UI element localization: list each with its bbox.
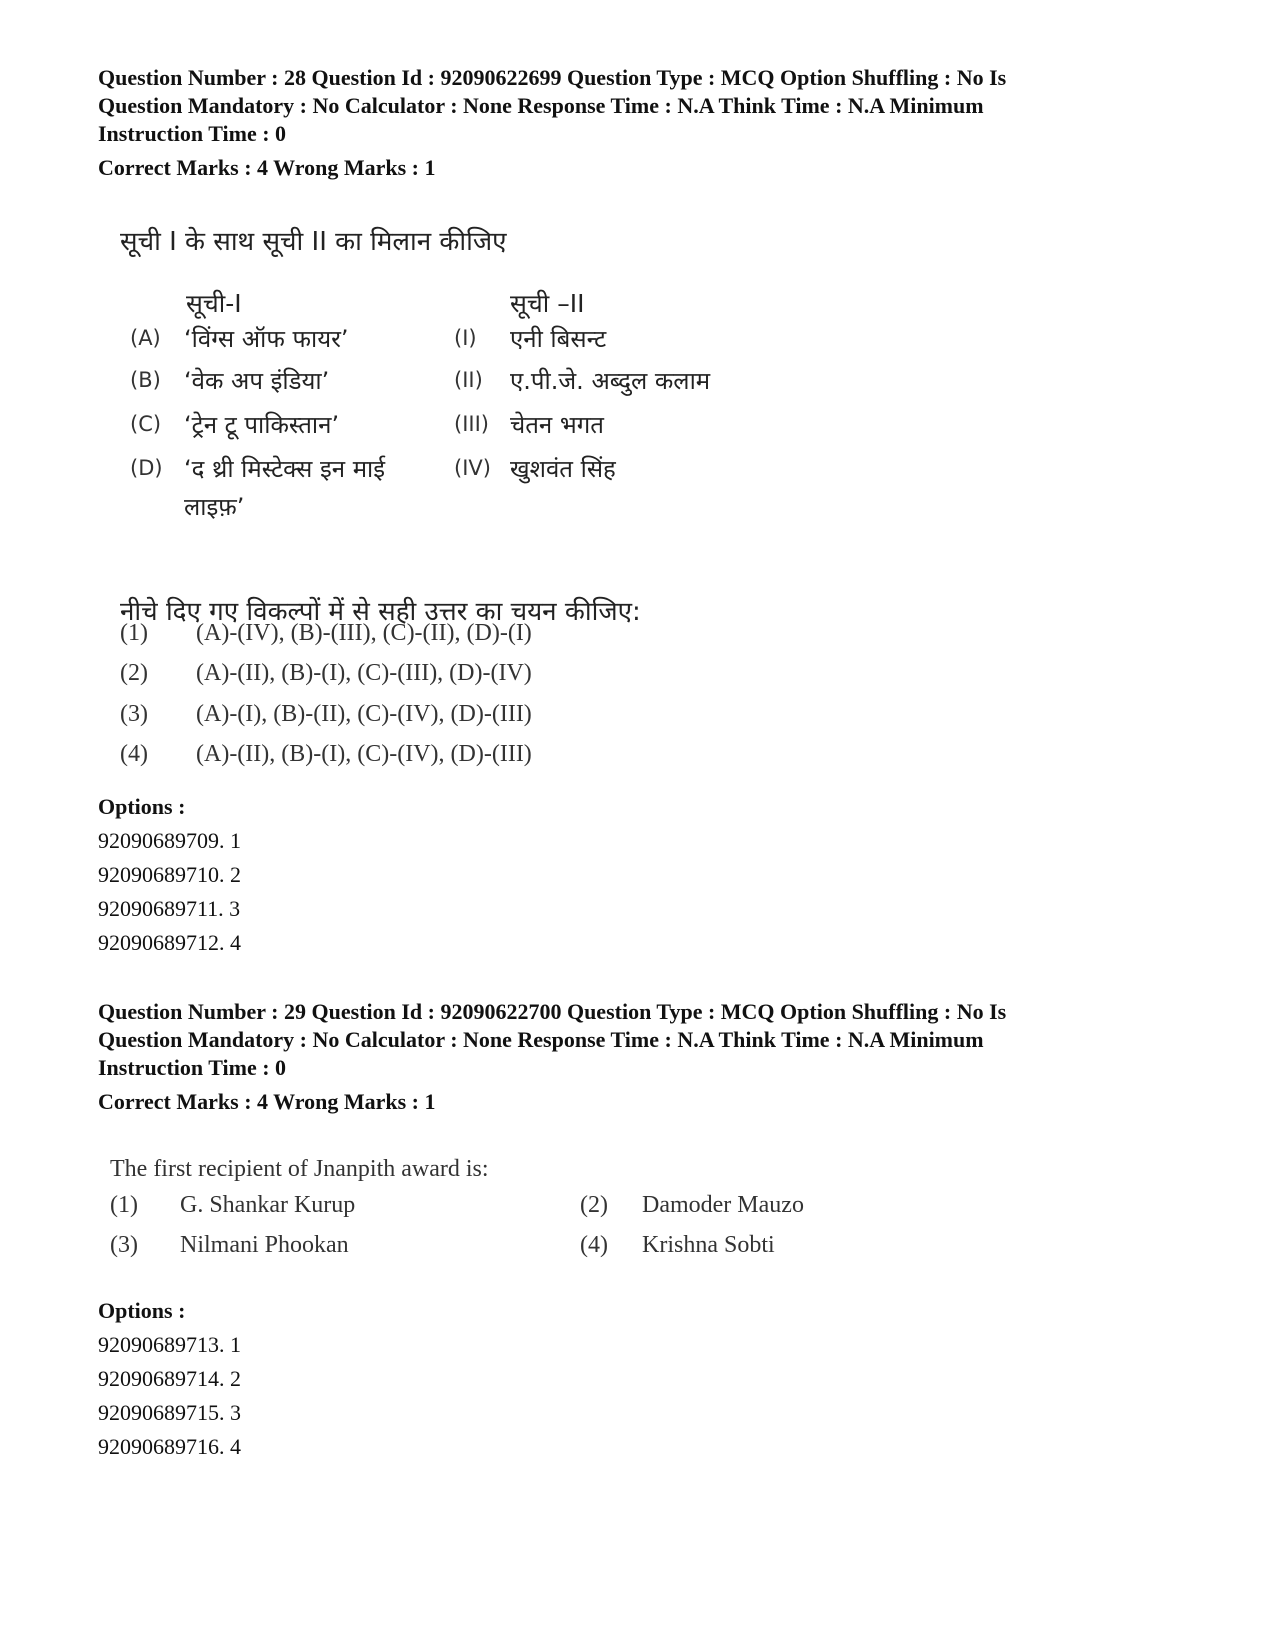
choice-text: (A)-(II), (B)-(I), (C)-(IV), (D)-(III) [196,741,532,767]
list-2-item: खुशवंत सिंह [510,455,616,483]
q28-title: सूची I के साथ सूची II का मिलान कीजिए [120,227,507,257]
q29-meta-line-1: Question Number : 29 Question Id : 92090622700 Question Type : MCQ Option Shuffling : No Is [98,999,1007,1024]
choice-number: (1) [110,1192,138,1218]
options-title: Options : [98,1298,186,1323]
list-2-heading: सूची –II [510,289,585,318]
list-2-item: ए.पी.जे. अब्दुल कलाम [510,367,711,395]
q29-marks: Correct Marks : 4 Wrong Marks : 1 [98,1089,436,1114]
q28-instruction: नीचे दिए गए विकल्पों में से सही उत्तर का चयन कीजिए: [120,597,641,627]
list-1-item: ‘वेक अप इंडिया’ [184,367,330,395]
list-2-item: चेतन भगत [510,411,604,439]
q28-meta-line-2: Question Mandatory : No Calculator : None Response Time : N.A Think Time : N.A Minimum [98,93,984,118]
list-1-item: ‘द थ्री मिस्टेक्स इन माई [184,455,386,483]
option-line: 92090689712. 4 [98,930,241,955]
q28-options [98,790,241,960]
q29-meta-line-2: Question Mandatory : No Calculator : None Response Time : N.A Think Time : N.A Minimum [98,1027,984,1052]
row-numeral: (III) [454,412,489,436]
list-1-heading: सूची-I [186,289,242,318]
option-line: 92090689715. 3 [98,1400,241,1425]
question-28-header [98,64,1178,182]
choice-text: Krishna Sobti [642,1232,775,1258]
option-line: 92090689713. 1 [98,1332,241,1357]
choice-text: (A)-(II), (B)-(I), (C)-(III), (D)-(IV) [196,660,532,686]
choice-text: Damoder Mauzo [642,1192,804,1218]
option-line: 92090689716. 4 [98,1434,241,1459]
choice-number: (3) [110,1232,138,1258]
list-1-item-continued: लाइफ़’ [184,493,245,521]
option-line: 92090689714. 2 [98,1366,241,1391]
list-1-item: ‘विंग्स ऑफ फायर’ [184,325,349,353]
choice-number: (2) [120,660,148,686]
choice-number: (4) [580,1232,608,1258]
q29-text: The first recipient of Jnanpith award is: [110,1156,489,1182]
row-numeral: (I) [454,326,477,350]
q29-meta-line-3: Instruction Time : 0 [98,1055,287,1080]
choice-text: (A)-(I), (B)-(II), (C)-(IV), (D)-(III) [196,701,532,727]
choice-text: G. Shankar Kurup [180,1192,356,1218]
option-line: 92090689710. 2 [98,862,241,887]
row-numeral: (IV) [454,456,491,480]
q28-meta-line-1: Question Number : 28 Question Id : 92090622699 Question Type : MCQ Option Shuffling : No Is [98,65,1007,90]
choice-number: (1) [120,620,148,646]
row-numeral: (II) [454,368,483,392]
row-label: (B) [130,368,161,392]
row-label: (C) [130,412,162,436]
choice-text: Nilmani Phookan [180,1232,349,1258]
choice-number: (4) [120,741,148,767]
option-line: 92090689711. 3 [98,896,241,921]
question-29-header [98,998,1178,1116]
choice-text: (A)-(IV), (B)-(III), (C)-(II), (D)-(I) [196,620,532,646]
options-title: Options : [98,794,186,819]
option-line: 92090689709. 1 [98,828,241,853]
list-2-item: एनी बिसन्ट [510,325,607,353]
list-1-item: ‘ट्रेन टू पाकिस्तान’ [184,411,340,439]
row-label: (D) [130,456,163,480]
choice-number: (3) [120,701,148,727]
q28-marks: Correct Marks : 4 Wrong Marks : 1 [98,155,436,180]
row-label: (A) [130,326,161,350]
q29-options [98,1294,241,1464]
q28-meta-line-3: Instruction Time : 0 [98,121,287,146]
choice-number: (2) [580,1192,608,1218]
